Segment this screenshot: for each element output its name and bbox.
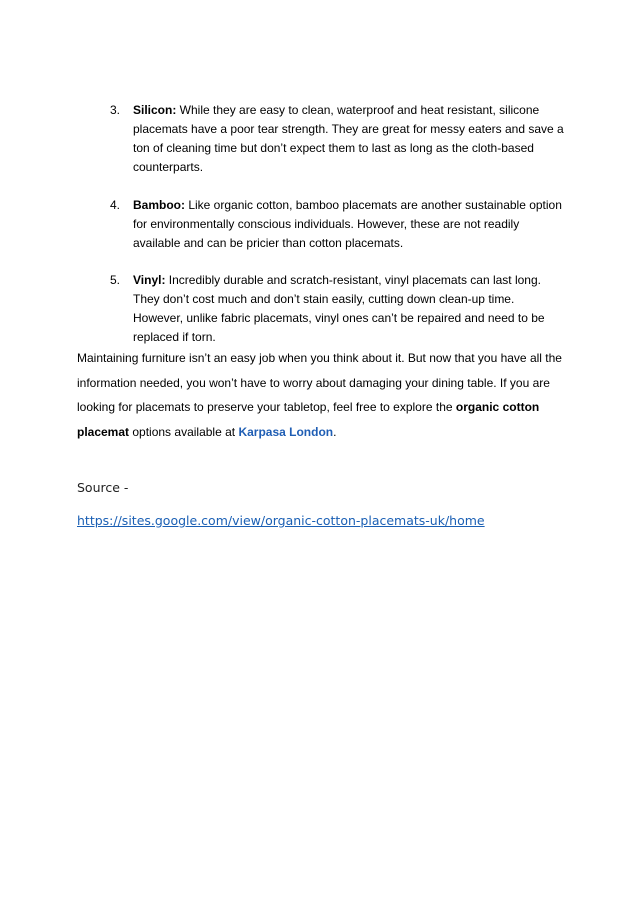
list-item-text (133, 101, 565, 177)
list-item-number: 3. (110, 103, 121, 117)
brand-link[interactable]: Karpasa London (238, 424, 334, 439)
list-item-term: Silicon: (133, 103, 177, 117)
paragraph-text-after: . (333, 424, 337, 439)
paragraph-text-middle: options available at (129, 424, 239, 439)
list-item-description: While they are easy to clean, waterproof and heat resistant, silicone placemats have a poor tear strength. They are great for messy eaters and save a ton of cleaning time but don’t expect them to last as long as the cloth-based counterparts. (133, 103, 564, 174)
source-label: Source - (77, 480, 129, 495)
list-item-text (133, 196, 565, 253)
paragraph-text-before: Maintaining furniture isn’t an easy job when you think about it. But now that you have all the information needed, you won’t have to worry about damaging your dining table. If you are looking for placemats to preserve your tabletop, feel free to explore the (77, 351, 562, 414)
list-item-text (133, 271, 565, 347)
paragraph-bold-phrase: organic cotton placemat (77, 400, 540, 439)
source-link[interactable]: https://sites.google.com/view/organic-cotton-placemats-uk/home (77, 513, 485, 528)
list-item-term: Bamboo: (133, 198, 185, 212)
list-item-number: 4. (110, 198, 121, 212)
list-item-description: Like organic cotton, bamboo placemats are another sustainable option for environmentally conscious individuals. However, these are not readily available and can be pricier than cotton placemats. (133, 198, 562, 250)
closing-paragraph (77, 346, 567, 444)
list-item-term: Vinyl: (133, 273, 166, 287)
list-item-description: Incredibly durable and scratch-resistant, vinyl placemats can last long. They don’t cost much and don’t stain easily, cutting down clean-up time. However, unlike fabric placemats, vinyl ones can’t be repaired and need to be replaced if torn. (133, 273, 545, 344)
list-item-number: 5. (110, 273, 121, 287)
